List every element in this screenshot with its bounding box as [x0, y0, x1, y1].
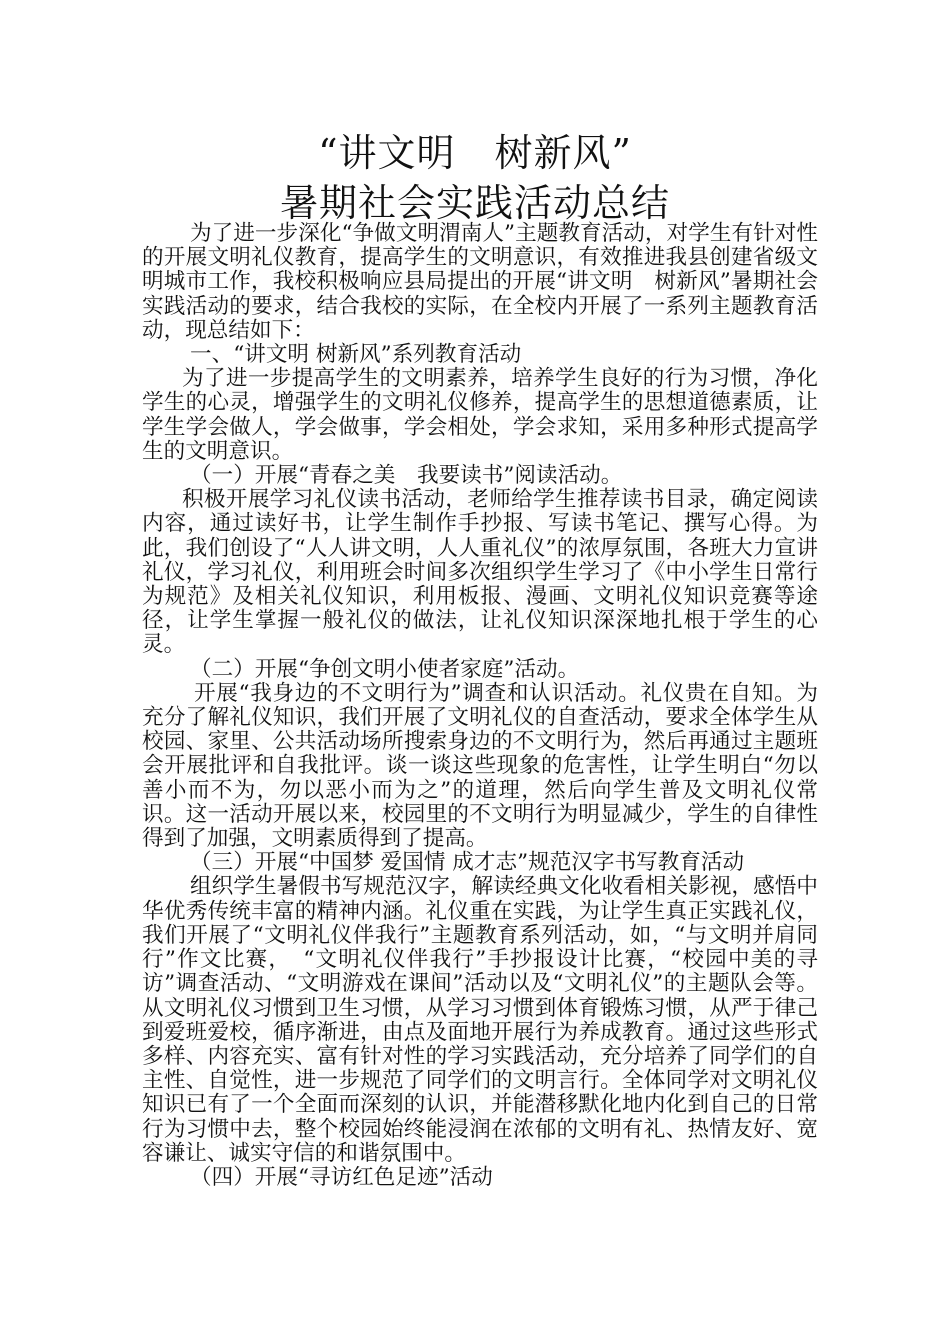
document-subtitle: 暑期社会实践活动总结 — [279, 181, 670, 225]
section-paragraph-1: 为了进一步提高学生的文明素养，培养学生良好的行为习惯，净化学生的心灵，增强学生的文明礼仪修养，提高学生的思想道德素质，让学生学会做人，学会做事，学会相处，学会求知，采用多种形式提高学生的文明意识。 — [142, 366, 818, 464]
subsection-paragraph-3: 组织学生暑假书写规范汉字，解读经典文化收看相关影视，感悟中华优秀传统丰富的精神内涵。礼仪重在实践，为让学生真正实践礼仪，我们开展了“文明礼仪伴我行”主题教育系列活动，如，“与文明并肩同行”作文比赛， “文明礼仪伴我行”手抄报设计比赛，“校园中美的寻访”调查活动、“文明游戏在课间”活动以及“文明礼仪”的主题队会等。从文明礼仪习惯到卫生习惯，从学习习惯到体育锻炼习惯，从严于律己到爱班爱校，循序渐进，由点及面地开展行为养成教育。通过这些形式多样、内容充实、富有针对性的学习实践活动，充分培养了同学们的自主性、自觉性，进一步规范了同学们的文明言行。全体同学对文明礼仪知识已有了一个全面而深刻的认识，并能潜移默化地内化到自己的日常行为习惯中去，整个校园始终能浸润在浓郁的文明有礼、热情友好、宽容谦让、诚实守信的和谐氛围中。 — [142, 874, 818, 1166]
document-body — [142, 222, 818, 1190]
subsection-paragraph-2: 开展“我身边的不文明行为”调查和认识活动。礼仪贵在自知。为充分了解礼仪知识，我们开展了文明礼仪的自查活动，要求全体学生从校园、家里、公共活动场所搜索身边的不文明行为，然后再通过主题班会开展批评和自我批评。谈一谈这些现象的危害性，让学生明白“勿以善小而不为，勿以恶小而为之”的道理，然后向学生普及文明礼仪常识。这一活动开展以来，校园里的不文明行为明显减少，学生的自律性得到了加强，文明素质得到了提高。 — [142, 680, 818, 852]
document-title: “讲文明 树新风” — [318, 131, 632, 175]
section-heading-1: 一、“讲文明 树新风”系列教育活动 — [190, 342, 522, 368]
subsection-heading-4: （四）开展“寻访红色足迹”活动 — [190, 1164, 493, 1190]
subsection-paragraph-1: 积极开展学习礼仪读书活动，老师给学生推荐读书目录，确定阅读内容，通过读好书，让学生制作手抄报、写读书笔记、撰写心得。为此，我们创设了“人人讲文明，人人重礼仪”的浓厚氛围，各班大力宣讲礼仪，学习礼仪，利用班会时间多次组织学生学习了《中小学生日常行为规范》及相关礼仪知识，利用板报、漫画、文明礼仪知识竞赛等途径，让学生掌握一般礼仪的做法，让礼仪知识深深地扎根于学生的心灵。 — [142, 487, 818, 658]
subsection-heading-3: （三）开展“中国梦 爱国情 成才志”规范汉字书写教育活动 — [190, 850, 745, 876]
intro-paragraph: 为了进一步深化“争做文明渭南人”主题教育活动，对学生有针对性的开展文明礼仪教育，提高学生的文明意识，有效推进我县创建省级文明城市工作，我校积极响应县局提出的开展“讲文明 树新风”暑期社会实践活动的要求，结合我校的实际，在全校内开展了一系列主题教育活动，现总结如下： — [142, 221, 818, 343]
subsection-heading-1: （一）开展“青春之美 我要读书”阅读活动。 — [190, 463, 623, 489]
subsection-heading-2: （二）开展“争创文明小使者家庭”活动。 — [190, 656, 580, 682]
